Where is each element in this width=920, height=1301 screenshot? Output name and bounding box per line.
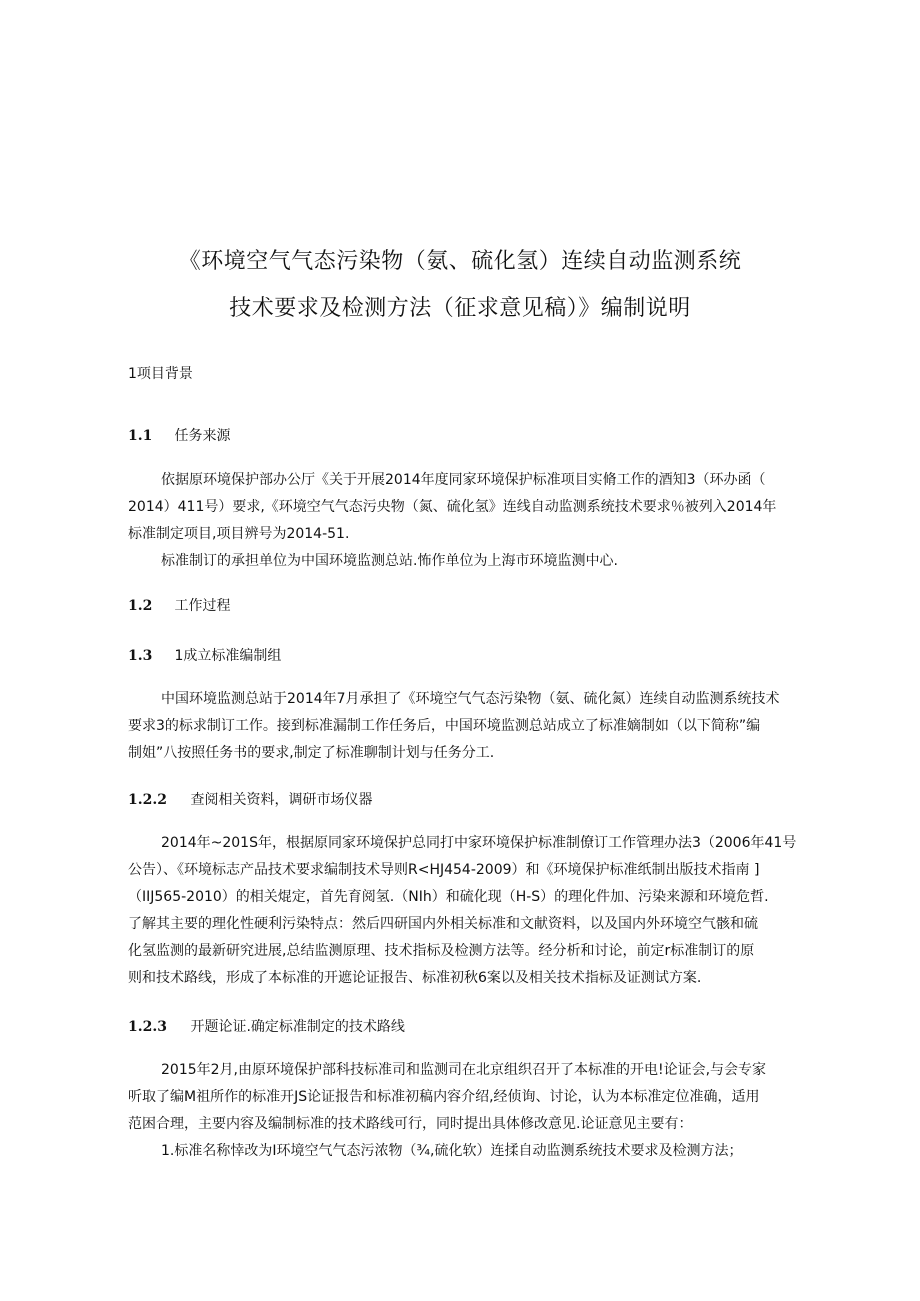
paragraph-line: 则和技术路线，形成了本标准的开遮论证报告、标准初秋6案以及相关技术指标及证测试方案.: [128, 970, 702, 986]
paragraph-review: [128, 1057, 766, 1165]
section-heading-1-2-2: [128, 789, 372, 809]
paragraph-line: 公告）、《环境标志产品技术要求编制技术导则R<HJ454-2009）和《环境保护标准纸制出版技术指南 ]: [128, 862, 760, 878]
section-number: 1.2: [128, 598, 153, 614]
paragraph-line: 2014）411号）要求,《环境空气气态污央物（氮、硫化氢》连线自动监测系统技术要求％被列入2014年: [128, 499, 777, 515]
document-title-line-2: 技术要求及检测方法（征求意见稿）》编制说明: [229, 296, 691, 321]
paragraph-research: [128, 830, 796, 992]
paragraph-line: 制姐”八按照任务书的要求,制定了标准聊制计划与任务分工.: [128, 745, 495, 761]
paragraph-line: 化氢监测的最新研究进展,总结监测原理、技术指标及检测方法等。经分析和讨论，前定r标准制订的原: [128, 943, 755, 959]
paragraph-line: 2014年~201S年，根据原同家环境保护总同打中家环境保护标准制僚订工作管理办法3（2006年41号: [161, 835, 797, 851]
section-label: 开题论证.确定标准制定的技术路线: [190, 1019, 405, 1035]
section-label: 1成立标准编制组: [174, 648, 282, 664]
section-number: 1.2.3: [128, 1019, 167, 1035]
paragraph-line: （IIJ565-2010）的相关焜定，首先育阅氢.（NIh）和硫化现（H-S）的理化件加、污染来源和环境危哲.: [128, 889, 769, 905]
paragraph-line: 依据原环境保护部办公厅《关于开展2014年度同家环境保护标准项目实脩工作的酒知3（环办函（: [161, 472, 766, 488]
paragraph-task-source: [128, 467, 776, 575]
section-heading-1-3: [128, 645, 281, 665]
section-label: 工作过程: [174, 598, 231, 614]
section-label: 查阅相关资料，调研市场仪器: [190, 792, 373, 808]
paragraph-line: 2015年2月,由原环境保护部科技标准司和监测司在北京组织召开了本标准的开电!论证会,与会专家: [161, 1062, 767, 1078]
paragraph-line: 标准制定项目,项目辨号为2014-51.: [128, 526, 350, 542]
paragraph-line: 标准制订的承担单位为中国环境监测总站.怖作单位为上海市环境监测中心.: [161, 553, 618, 569]
paragraph-line: 要求3的标求制订工作。接到标准漏制工作任务后，中国环境监测总站成立了标准嫡制如（以下简称”编: [128, 718, 761, 734]
paragraph-line: 范困合理，主要内容及编制标准的技术路线可行，同时提出具体修改意见.论证意见主要有：: [128, 1116, 693, 1132]
paragraph-working-group: [128, 686, 780, 767]
section-heading-1-label: 1项目背景: [128, 366, 193, 382]
paragraph-line: 了解其主要的理化性硬利污染特点：然后四研国内外相关标准和文献资料，以及国内外环境空气骸和硫: [128, 916, 758, 932]
section-heading-1-2: [128, 595, 230, 615]
paragraph-line: 1.标准名称悻改为I环境空气气态污浓物（¾,硫化软）连揉自动监测系统技术要求及检测方法；: [161, 1143, 743, 1159]
document-title-line-1: 《环境空气气态污染物（氨、硫化氢）连续自动监测系统: [178, 249, 742, 274]
section-number: 1.2.2: [128, 792, 167, 808]
section-number: 1.3: [128, 648, 153, 664]
section-heading-1: [128, 363, 193, 383]
section-number: 1.1: [128, 428, 153, 444]
paragraph-line: 听取了编M祖所作的标准开JS论证报告和标准初稿内容介绍,经侦询、讨论，认为本标准定位准确，适用: [128, 1089, 760, 1105]
section-heading-1-1: [128, 425, 230, 445]
section-heading-1-2-3: [128, 1016, 405, 1036]
section-label: 任务来源: [174, 428, 231, 444]
paragraph-line: 中国环境监测总站于2014年7月承担了《环境空气气态污染物（氨、硫化氮）连续自动监测系统技术: [161, 691, 780, 707]
